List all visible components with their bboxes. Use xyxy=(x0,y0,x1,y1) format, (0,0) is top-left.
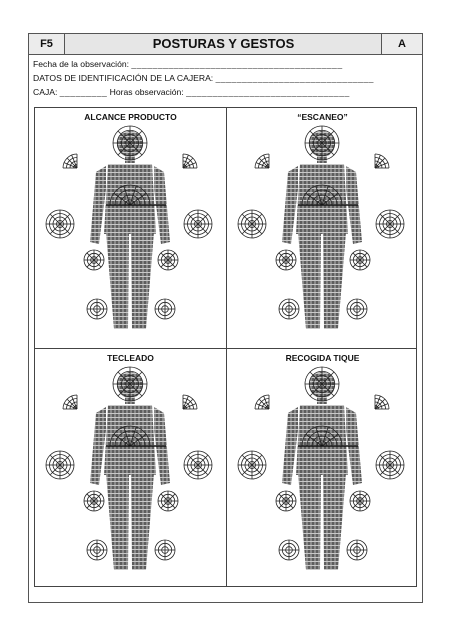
caja-label: CAJA: xyxy=(33,87,58,97)
wrist-left-target-icon xyxy=(84,250,104,270)
fecha-field[interactable] xyxy=(33,59,343,69)
elbow-left-target-icon xyxy=(46,210,74,238)
hand-right-target-icon xyxy=(155,299,175,319)
form-sheet xyxy=(28,33,423,603)
horas-label: Horas observación: xyxy=(109,87,184,97)
wrist-right-target-icon xyxy=(350,250,370,270)
fecha-blank[interactable]: ________________________________________ xyxy=(131,59,343,69)
panel-escaneo xyxy=(227,108,418,348)
head-target-icon xyxy=(113,367,147,401)
panel-title: TECLEADO xyxy=(107,353,154,363)
wrist-left-target-icon xyxy=(84,491,104,511)
wrist-right-target-icon xyxy=(350,491,370,511)
wrist-left-target-icon xyxy=(276,491,296,511)
shoulder-right-target-icon xyxy=(375,154,389,168)
shoulder-left-target-icon xyxy=(63,154,77,168)
hand-right-target-icon xyxy=(347,299,367,319)
wrist-right-target-icon xyxy=(158,491,178,511)
shoulder-right-target-icon xyxy=(375,395,389,409)
hand-left-target-icon xyxy=(279,540,299,560)
head-target-icon xyxy=(305,367,339,401)
elbow-right-target-icon xyxy=(184,210,212,238)
elbow-right-target-icon xyxy=(376,210,404,238)
horas-blank[interactable]: _______________________________ xyxy=(186,87,350,97)
head-target-icon xyxy=(113,126,147,160)
hand-left-target-icon xyxy=(279,299,299,319)
shoulder-left-target-icon xyxy=(63,395,77,409)
fecha-label: Fecha de la observación: xyxy=(33,59,130,69)
form-header xyxy=(29,34,422,55)
panel-alcance-producto xyxy=(35,108,226,348)
shoulder-left-target-icon xyxy=(255,395,269,409)
body-silhouette xyxy=(282,131,362,329)
posture-panels-grid xyxy=(34,107,417,587)
hand-right-target-icon xyxy=(347,540,367,560)
datos-label: DATOS DE IDENTIFICACIÓN DE LA CAJERA: xyxy=(33,73,214,83)
body-diagram-icon xyxy=(232,365,413,585)
shoulder-left-target-icon xyxy=(255,154,269,168)
elbow-left-target-icon xyxy=(238,451,266,479)
datos-blank[interactable]: ______________________________ xyxy=(215,73,374,83)
caja-blank[interactable]: _________ xyxy=(59,87,108,97)
body-diagram-icon xyxy=(40,365,221,585)
caja-horas-field[interactable] xyxy=(33,87,350,97)
panel-title: “ESCANEO” xyxy=(297,112,348,122)
elbow-left-target-icon xyxy=(46,451,74,479)
hand-left-target-icon xyxy=(87,540,107,560)
form-title: POSTURAS Y GESTOS xyxy=(65,34,382,54)
shoulder-right-target-icon xyxy=(183,395,197,409)
wrist-left-target-icon xyxy=(276,250,296,270)
hand-left-target-icon xyxy=(87,299,107,319)
form-code: F5 xyxy=(29,34,65,54)
panel-title: RECOGIDA TIQUE xyxy=(285,353,360,363)
body-silhouette xyxy=(282,372,362,570)
shoulder-right-target-icon xyxy=(183,154,197,168)
panel-title: ALCANCE PRODUCTO xyxy=(84,112,177,122)
body-silhouette xyxy=(90,372,170,570)
form-letter: A xyxy=(381,34,422,54)
elbow-right-target-icon xyxy=(376,451,404,479)
wrist-right-target-icon xyxy=(158,250,178,270)
datos-field[interactable] xyxy=(33,73,374,83)
elbow-right-target-icon xyxy=(184,451,212,479)
body-diagram-icon xyxy=(232,124,413,344)
head-target-icon xyxy=(305,126,339,160)
panel-recogida-tique xyxy=(227,349,418,589)
body-diagram-icon xyxy=(40,124,221,344)
body-silhouette xyxy=(90,131,170,329)
hand-right-target-icon xyxy=(155,540,175,560)
elbow-left-target-icon xyxy=(238,210,266,238)
panel-tecleado xyxy=(35,349,226,589)
